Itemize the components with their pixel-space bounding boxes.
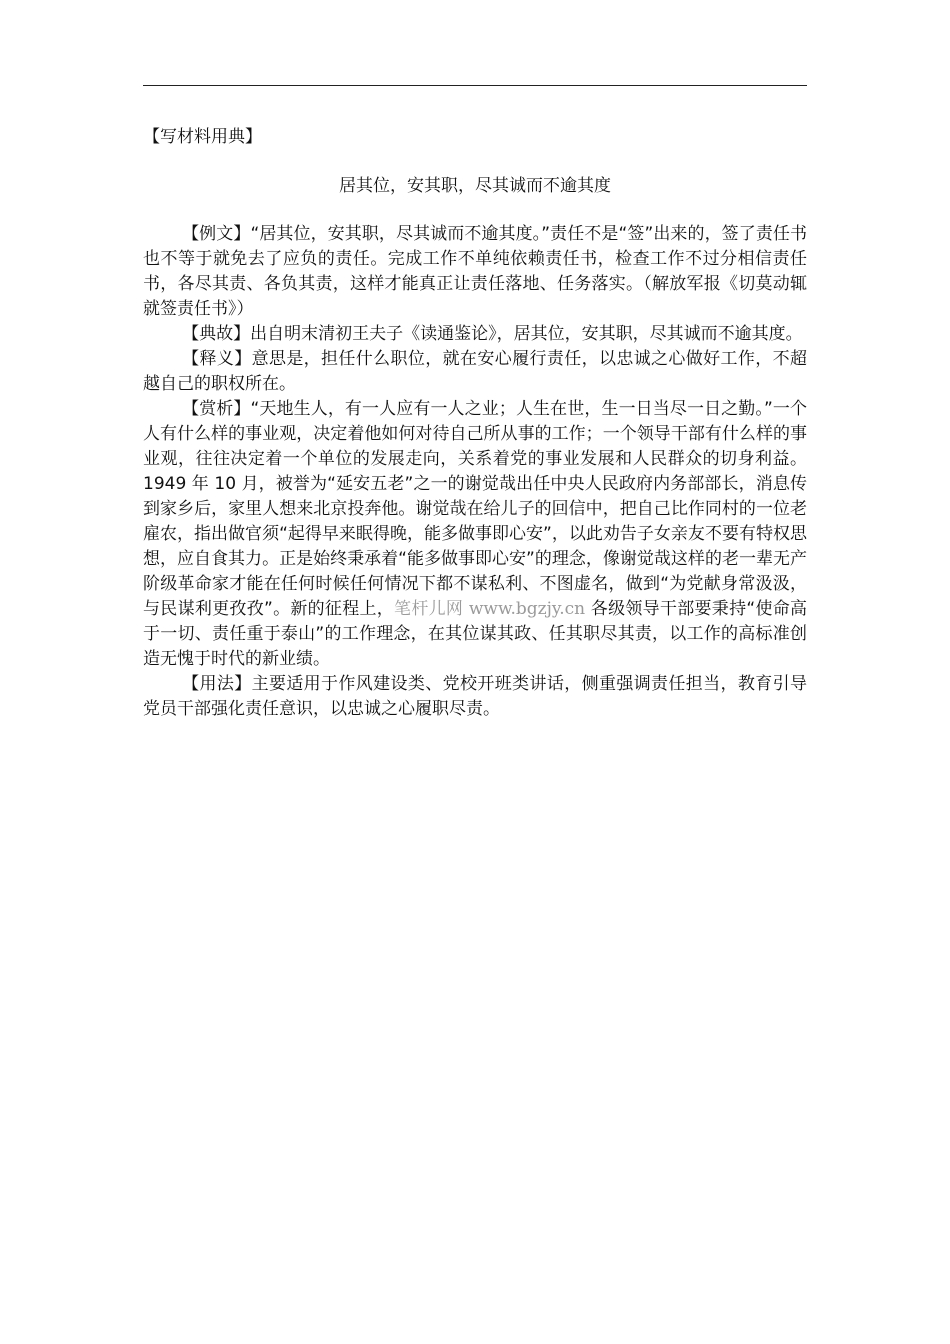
section-tag: 【写材料用典】 [143, 127, 262, 147]
paragraph-label: 【例文】 [182, 224, 251, 244]
paragraph-label: 【赏析】 [182, 399, 251, 419]
paragraph-label: 【典故】 [182, 324, 251, 344]
paragraph-text: 出自明末清初王夫子《读通鉴论》，居其位，安其职，尽其诚而不逾其度。 [250, 324, 803, 344]
paragraph-text: 意思是，担任什么职位，就在安心履行责任，以忠诚之心做好工作，不超越自己的职权所在。 [143, 349, 808, 394]
paragraph-text: “居其位，安其职，尽其诚而不逾其度。”责任不是“签”出来的，签了责任书也不等于就免去了应负的责任。完成工作不单纯依赖责任书，检查工作不过分相信责任书，各尽其责、各负其责，这样才能真正让责任落地、任务落实。（解放军报《切莫动辄就签责任书》） [143, 224, 808, 319]
paragraph-meaning [143, 347, 807, 397]
document-title: 居其位，安其职，尽其诚而不逾其度 [339, 176, 611, 196]
paragraph-text: 各级领导干部要秉持“使命高于一切、责任重于泰山”的工作理念，在其位谋其政、任其职尽其责，以工作的高标准创造无愧于时代的新业绩。 [143, 599, 808, 669]
paragraph-example [143, 222, 807, 322]
paragraph-allusion [143, 322, 807, 347]
paragraph-usage [143, 672, 807, 722]
paragraph-text: 主要适用于作风建设类、党校开班类讲话，侧重强调责任担当，教育引导党员干部强化责任意识，以忠诚之心履职尽责。 [143, 674, 808, 719]
header-rule [143, 85, 807, 86]
paragraph-label: 【释义】 [182, 349, 252, 369]
paragraph-label: 【用法】 [182, 674, 252, 694]
paragraph-appreciation [143, 397, 807, 672]
paragraph-text: “天地生人，有一人应有一人之业；人生在世，生一日当尽一日之勤。”一个人有什么样的事业观，决定着他如何对待自己所从事的工作；一个领导干部有什么样的事业观，往往决定着一个单位的发展走向，关系着党的事业发展和人民群众的切身利益。1949 年 10 月，被誉为“延安五老”之一的谢觉哉出任中央人民政府内务部部长，消息传到家乡后，家里人想来北京投奔他。谢觉哉在给儿子的回信中，把自己比作同村的一位老雇农，指出做官须“起得早来眠得晚，能多做事即心安”，以此劝告子女亲友不要有特权思想，应自食其力。正是始终秉承着“能多做事即心安”的理念，像谢觉哉这样的老一辈无产阶级革命家才能在任何时候任何情况下都不谋私利、不图虚名，做到“为党献身常汲汲，与民谋利更孜孜”。新的征程上， [143, 399, 808, 619]
watermark-text: 笔杆儿网 www.bgzjy.cn [394, 599, 586, 619]
document-body [143, 222, 807, 722]
